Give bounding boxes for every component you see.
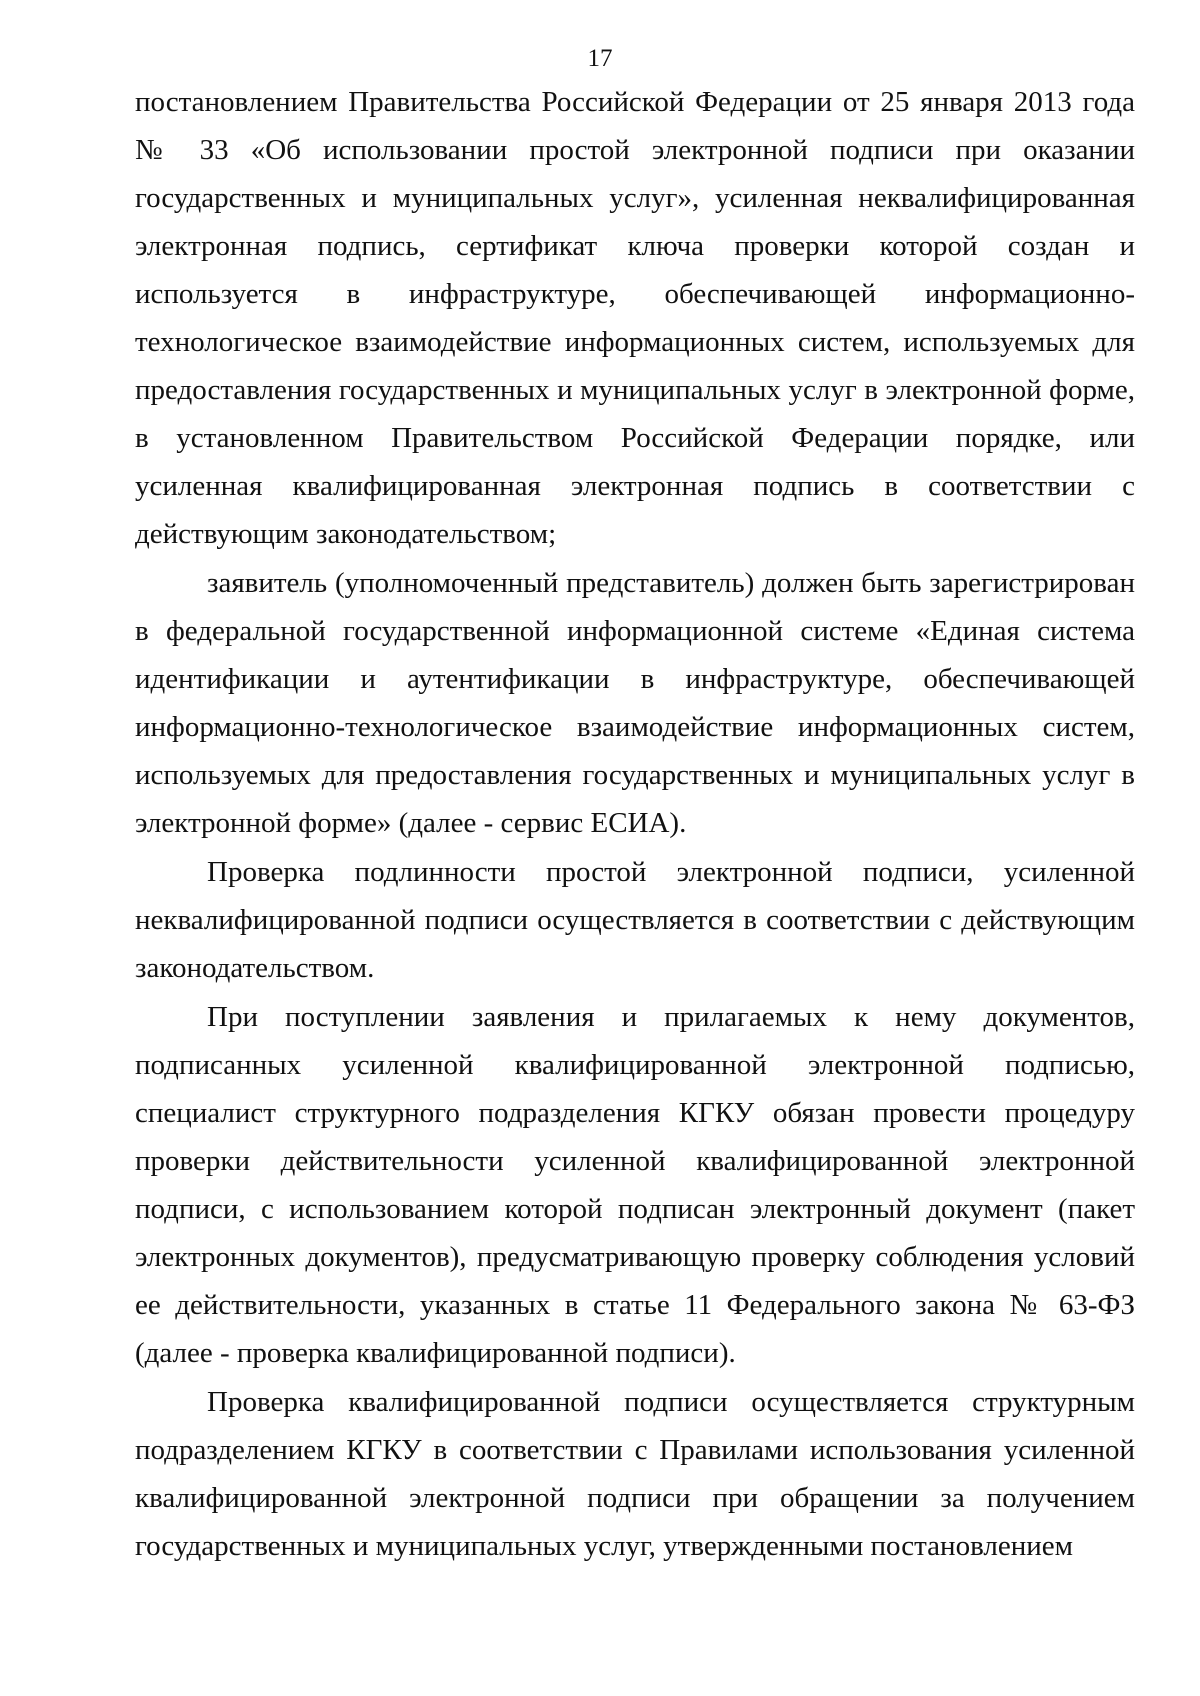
paragraph-4: При поступлении заявления и прилагаемых к нему документов, подписанных усиленной квалифицированной электронной подписью, специалист структурного подразделения КГКУ обязан провести процедуру проверки действительности усиленной квалифицированной электронной подписи, с использованием которой подписан электронный документ (пакет электронных документов), предусматривающую проверку соблюдения условий ее действительности, указанных в статье 11 Федерального закона № 63-ФЗ (далее - проверка квалифицированной подписи). — [135, 1001, 1135, 1369]
paragraph-2: заявитель (уполномоченный представитель) должен быть зарегистрирован в федеральной государственной информационной системе «Единая система идентификации и аутентификации в инфраструктуре, обеспечивающей информационно-технологическое взаимодействие информационных систем, используемых для предоставления государственных и муниципальных услуг в электронной форме» (далее - сервис ЕСИА). — [135, 567, 1135, 839]
document-body — [135, 78, 1135, 1570]
paragraph-3: Проверка подлинности простой электронной подписи, усиленной неквалифицированной подписи осуществляется в соответствии с действующим законодательством. — [135, 856, 1135, 984]
page-number: 17 — [587, 45, 613, 72]
paragraph-1: постановлением Правительства Российской Федерации от 25 января 2013 года № 33 «Об использовании простой электронной подписи при оказании государственных и муниципальных услуг», усиленная неквалифицированная электронная подпись, сертификат ключа проверки которой создан и используется в инфраструктуре, обеспечивающей информационно-технологическое взаимодействие информационных систем, используемых для предоставления государственных и муниципальных услуг в электронной форме, в установленном Правительством Российской Федерации порядке, или усиленная квалифицированная электронная подпись в соответствии с действующим законодательством; — [135, 86, 1135, 550]
paragraph-5: Проверка квалифицированной подписи осуществляется структурным подразделением КГКУ в соответствии с Правилами использования усиленной квалифицированной электронной подписи при обращении за получением государственных и муниципальных услуг, утвержденными постановлением — [135, 1386, 1135, 1562]
